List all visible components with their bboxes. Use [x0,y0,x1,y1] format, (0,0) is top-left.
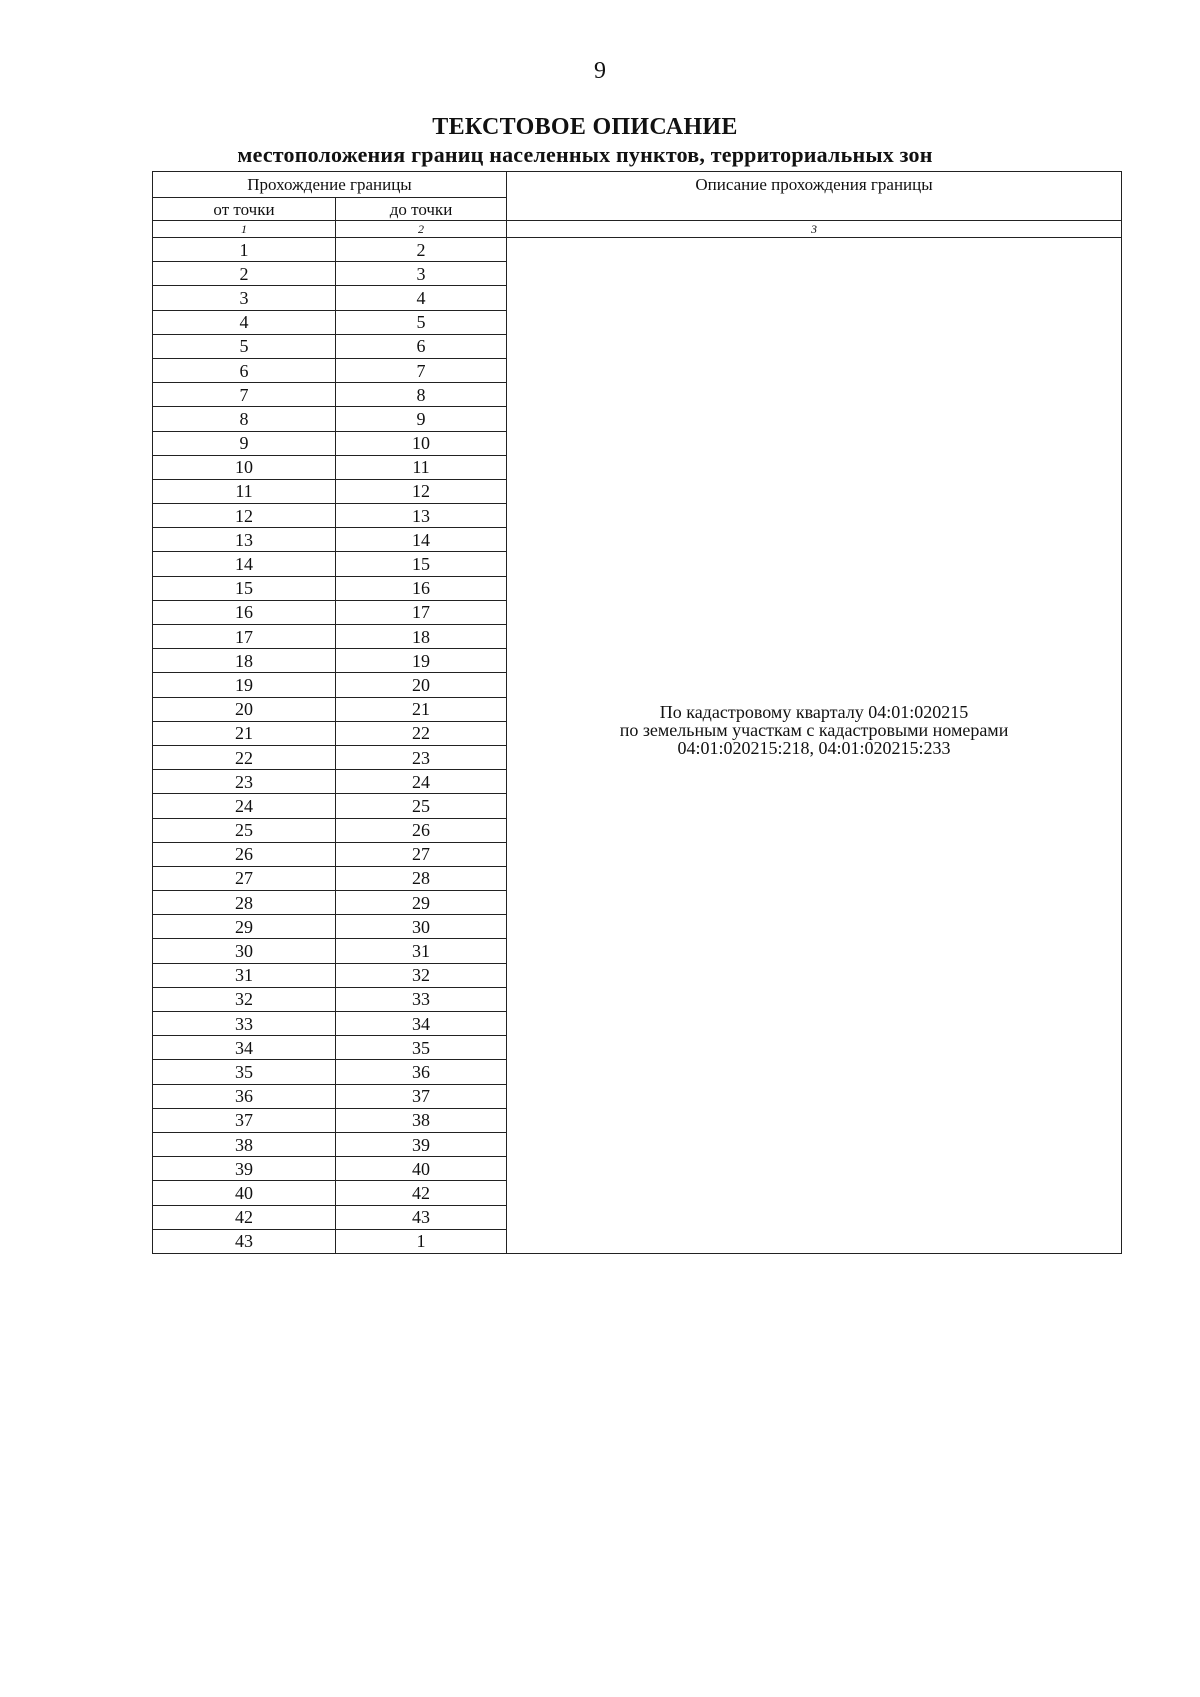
column-number-1: 1 [153,221,336,238]
to-point-cell: 16 [336,576,507,600]
to-point-cell: 13 [336,504,507,528]
to-point-cell: 8 [336,383,507,407]
from-point-cell: 42 [153,1205,336,1229]
from-point-cell: 16 [153,600,336,624]
header-boundary-passage: Прохождение границы [153,172,507,198]
from-point-cell: 12 [153,504,336,528]
from-point-cell: 11 [153,479,336,503]
to-point-cell: 24 [336,770,507,794]
from-point-cell: 10 [153,455,336,479]
to-point-cell: 28 [336,866,507,890]
to-point-cell: 30 [336,915,507,939]
column-number-2: 2 [336,221,507,238]
from-point-cell: 31 [153,963,336,987]
boundary-table [152,171,1122,1254]
from-point-cell: 4 [153,310,336,334]
to-point-cell: 22 [336,721,507,745]
document-subtitle: местоположения границ населенных пунктов, территориальных зон [237,142,933,167]
to-point-cell: 42 [336,1181,507,1205]
description-line: По кадастровому кварталу 04:01:020215 [659,702,969,723]
from-point-cell: 18 [153,649,336,673]
to-point-cell: 17 [336,600,507,624]
from-point-cell: 39 [153,1157,336,1181]
to-point-cell: 23 [336,745,507,769]
header-description: Описание прохождения границы [507,172,1122,221]
to-point-cell: 12 [336,479,507,503]
from-point-cell: 17 [153,625,336,649]
from-point-cell: 24 [153,794,336,818]
to-point-cell: 29 [336,891,507,915]
from-point-cell: 26 [153,842,336,866]
from-point-cell: 29 [153,915,336,939]
to-point-cell: 18 [336,625,507,649]
document-title: ТЕКСТОВОЕ ОПИСАНИЕ [432,114,738,140]
boundary-description-cell [507,238,1122,1254]
from-point-cell: 22 [153,745,336,769]
to-point-cell: 34 [336,1012,507,1036]
to-point-cell: 32 [336,963,507,987]
from-point-cell: 37 [153,1108,336,1132]
from-point-cell: 21 [153,721,336,745]
from-point-cell: 20 [153,697,336,721]
column-number-3: 3 [507,221,1122,238]
from-point-cell: 8 [153,407,336,431]
to-point-cell: 39 [336,1132,507,1156]
from-point-cell: 9 [153,431,336,455]
to-point-cell: 37 [336,1084,507,1108]
to-point-cell: 11 [336,455,507,479]
to-point-cell: 33 [336,987,507,1011]
header-from-point: от точки [153,198,336,221]
from-point-cell: 35 [153,1060,336,1084]
to-point-cell: 40 [336,1157,507,1181]
to-point-cell: 6 [336,334,507,358]
table-row [153,238,1122,262]
header-to-point: до точки [336,198,507,221]
to-point-cell: 15 [336,552,507,576]
to-point-cell: 27 [336,842,507,866]
from-point-cell: 2 [153,262,336,286]
from-point-cell: 34 [153,1036,336,1060]
to-point-cell: 2 [336,238,507,262]
to-point-cell: 4 [336,286,507,310]
from-point-cell: 15 [153,576,336,600]
from-point-cell: 30 [153,939,336,963]
from-point-cell: 36 [153,1084,336,1108]
to-point-cell: 26 [336,818,507,842]
to-point-cell: 20 [336,673,507,697]
boundary-description-text [507,703,1121,787]
from-point-cell: 32 [153,987,336,1011]
description-line: по земельным участкам с кадастровыми номерами [619,720,1009,741]
to-point-cell: 14 [336,528,507,552]
from-point-cell: 1 [153,238,336,262]
from-point-cell: 7 [153,383,336,407]
from-point-cell: 27 [153,866,336,890]
from-point-cell: 19 [153,673,336,697]
to-point-cell: 9 [336,407,507,431]
to-point-cell: 38 [336,1108,507,1132]
to-point-cell: 36 [336,1060,507,1084]
from-point-cell: 40 [153,1181,336,1205]
from-point-cell: 33 [153,1012,336,1036]
description-line: 04:01:020215:218, 04:01:020215:233 [677,738,951,759]
from-point-cell: 5 [153,334,336,358]
table-body [153,238,1122,1254]
from-point-cell: 25 [153,818,336,842]
to-point-cell: 43 [336,1205,507,1229]
to-point-cell: 35 [336,1036,507,1060]
from-point-cell: 38 [153,1132,336,1156]
from-point-cell: 28 [153,891,336,915]
to-point-cell: 21 [336,697,507,721]
from-point-cell: 14 [153,552,336,576]
to-point-cell: 10 [336,431,507,455]
to-point-cell: 1 [336,1229,507,1253]
from-point-cell: 6 [153,358,336,382]
page-number: 9 [594,58,606,84]
to-point-cell: 5 [336,310,507,334]
to-point-cell: 7 [336,358,507,382]
from-point-cell: 13 [153,528,336,552]
to-point-cell: 31 [336,939,507,963]
from-point-cell: 43 [153,1229,336,1253]
to-point-cell: 25 [336,794,507,818]
to-point-cell: 3 [336,262,507,286]
to-point-cell: 19 [336,649,507,673]
from-point-cell: 3 [153,286,336,310]
from-point-cell: 23 [153,770,336,794]
